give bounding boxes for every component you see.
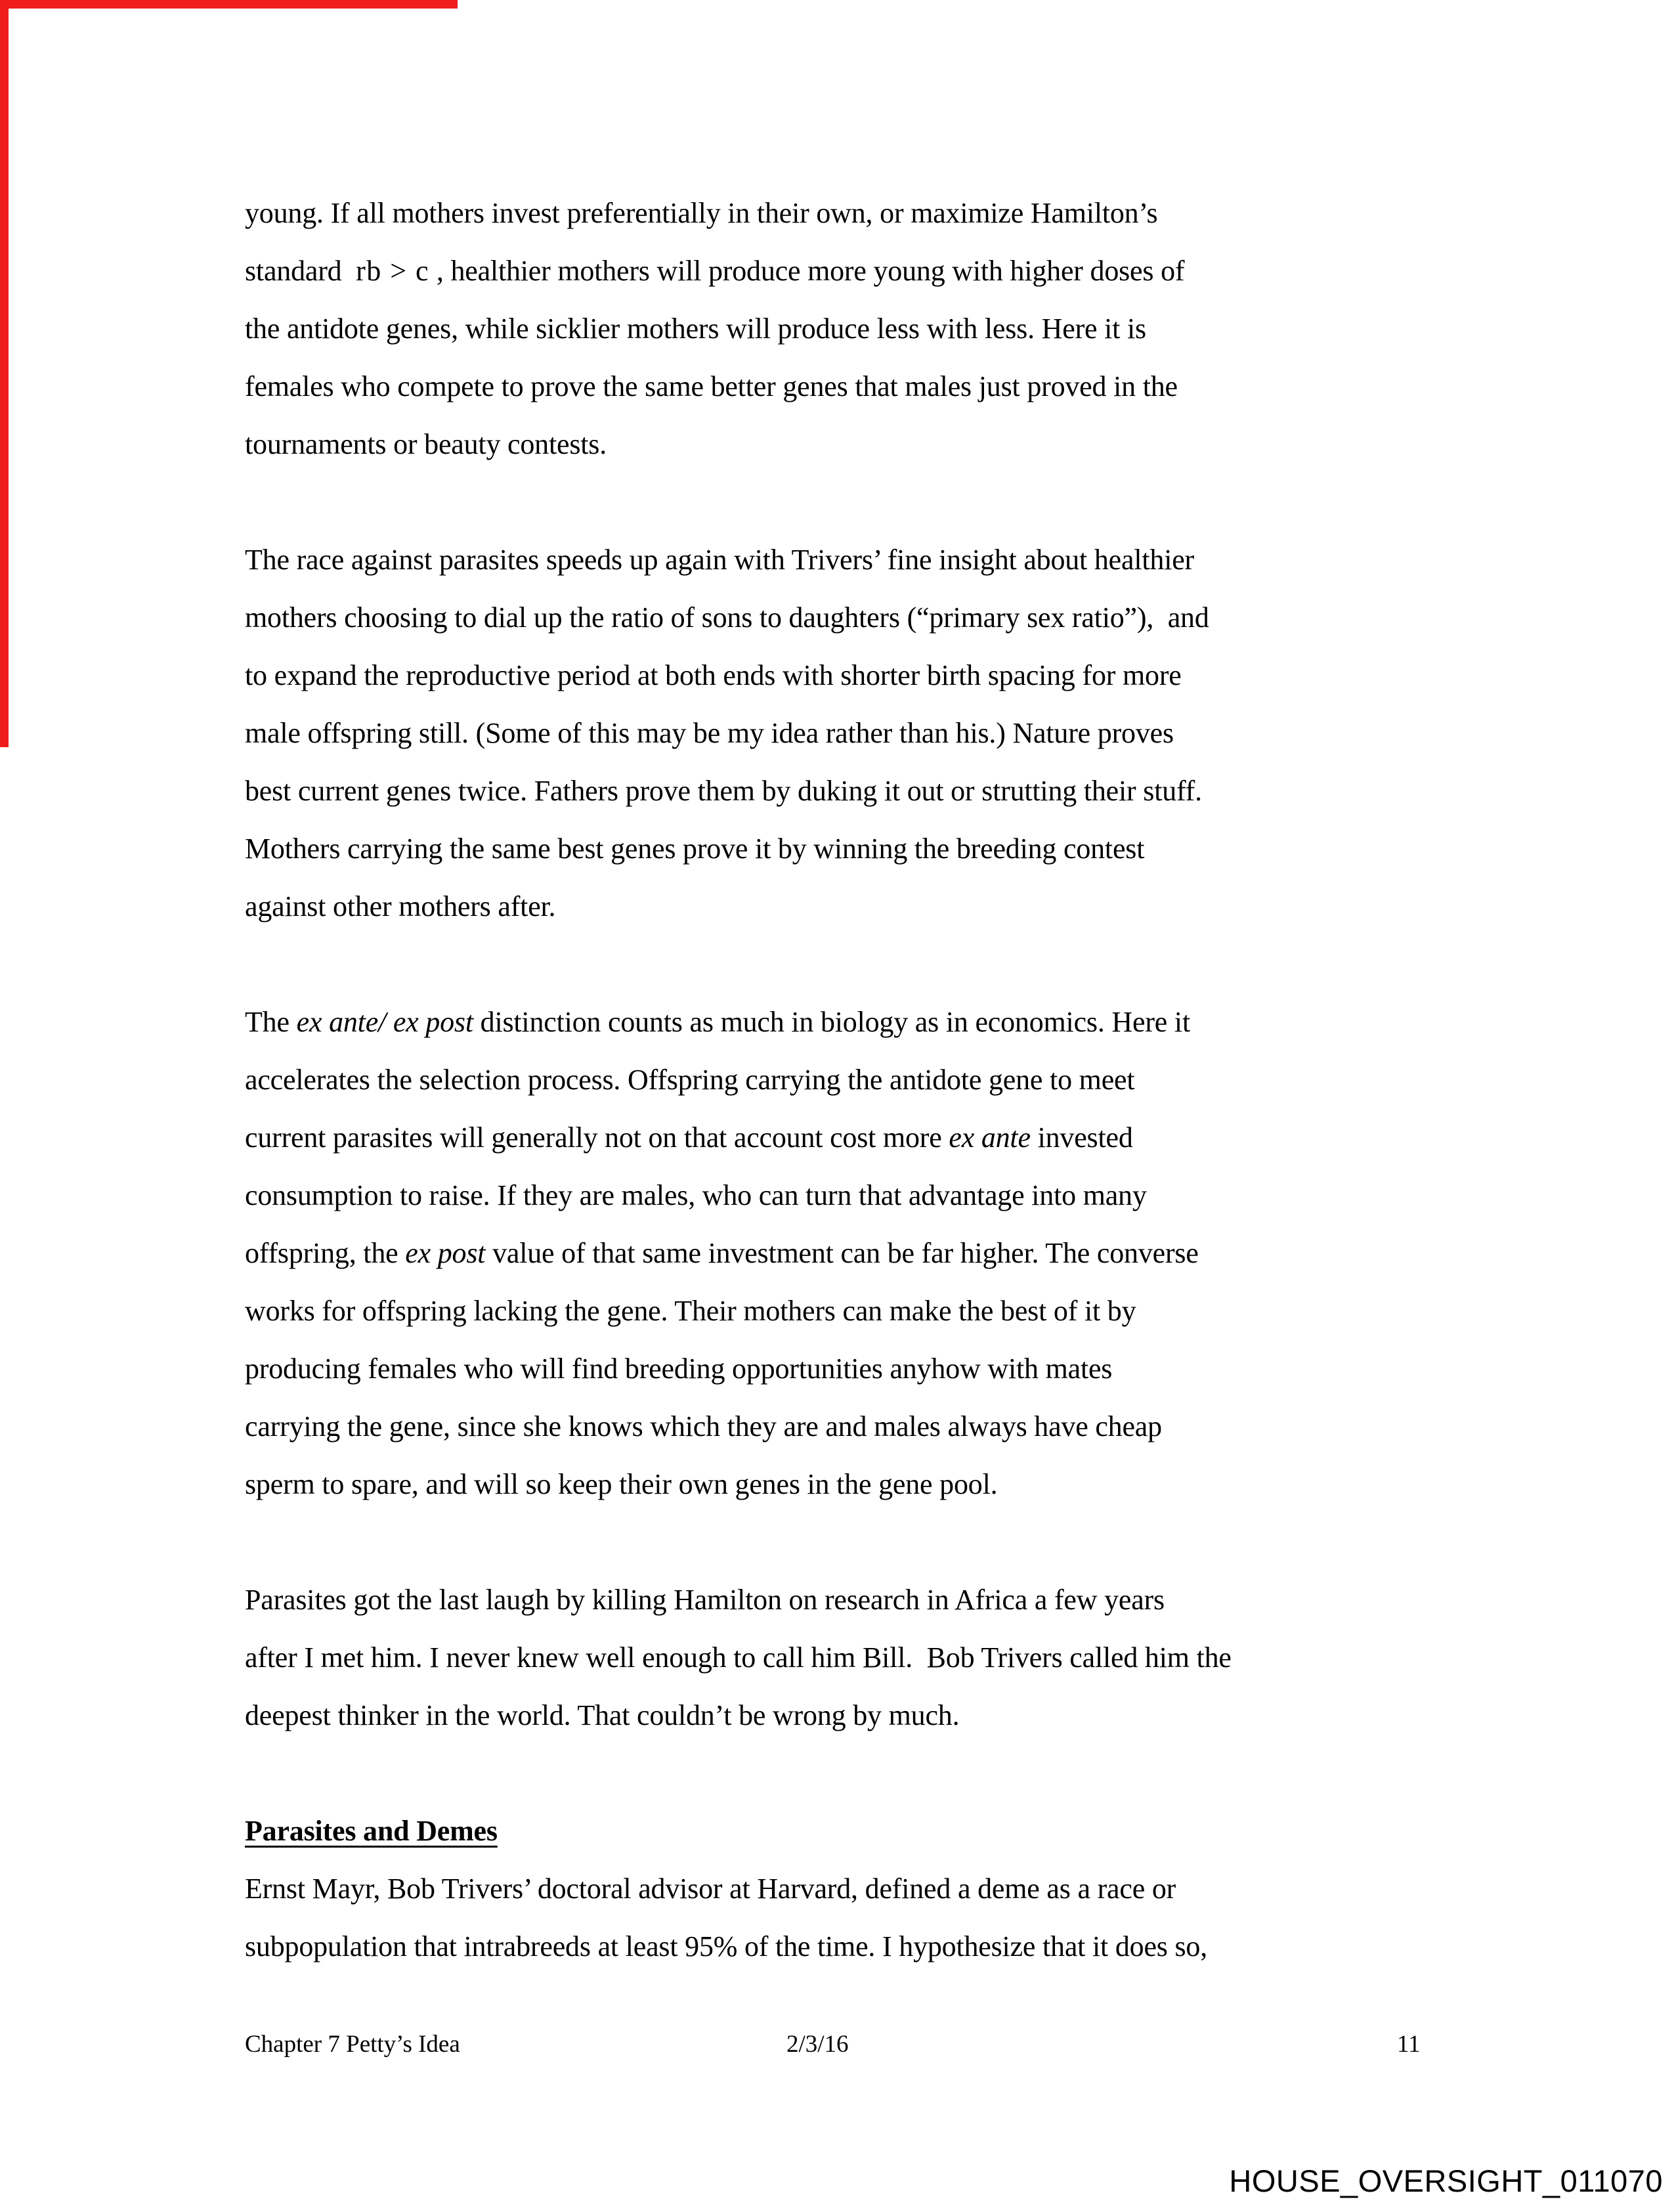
text-line [245,820,1466,878]
text-segment: subpopulation that intrabreeds at least 95% of the time. I hypothesize that it does so, [245,1930,1208,1963]
text-segment: young. If all mothers invest preferentially in their own, or maximize Hamilton’s [245,197,1158,229]
text-segment: standard [245,255,356,287]
text-segment: Parasites and Demes [245,1815,498,1847]
text-segment: carrying the gene, since she knows which they are and males always have cheap [245,1410,1162,1442]
text-line [245,705,1466,762]
text-line [245,1051,1466,1109]
scan-artifact-red-line-left [0,0,9,747]
text-segment: current parasites will generally not on that account cost more [245,1121,949,1154]
section-heading [245,1802,1466,1860]
scan-artifact-red-line-top [0,0,458,9]
text-line [245,1225,1466,1282]
text-line [245,1340,1466,1398]
text-line [245,416,1466,473]
text-line [245,1571,1466,1629]
text-segment: after I met him. I never knew well enough to call him Bill. Bob Trivers called him the [245,1641,1232,1674]
text-line [245,1109,1466,1167]
paragraph [245,184,1466,473]
text-segment: ex post [405,1237,486,1269]
text-segment: , healthier mothers will produce more young with higher doses of [429,255,1185,287]
text-segment: The race against parasites speeds up again with Trivers’ fine insight about healthier [245,544,1195,576]
text-line [245,1918,1466,1976]
text-line [245,1167,1466,1225]
document-body-text [245,184,1466,2033]
text-line [245,762,1466,820]
text-line [245,1860,1466,1918]
text-segment: against other mothers after. [245,890,556,922]
text-segment: tournaments or beauty contests. [245,428,607,460]
text-line [245,242,1466,300]
text-line [245,358,1466,416]
text-segment: sperm to spare, and will so keep their own genes in the gene pool. [245,1468,998,1500]
text-segment: offspring, the [245,1237,406,1269]
text-line [245,184,1466,242]
text-segment: male offspring still. (Some of this may be my idea rather than his.) Nature proves [245,717,1174,749]
text-segment: ex ante/ ex post [296,1006,473,1038]
text-line [245,1282,1466,1340]
text-line [245,300,1466,358]
text-segment: Ernst Mayr, Bob Trivers’ doctoral advisor at Harvard, defined a deme as a race or [245,1873,1176,1905]
text-line [245,1456,1466,1513]
paragraph [245,1571,1466,1745]
text-segment: females who compete to prove the same better genes that males just proved in the [245,370,1178,402]
text-line [245,878,1466,936]
text-line [245,1802,1466,1860]
text-line [245,993,1466,1051]
text-segment: ex ante [949,1121,1031,1154]
text-segment: works for offspring lacking the gene. Their mothers can make the best of it by [245,1295,1136,1327]
text-segment: consumption to raise. If they are males, who can turn that advantage into many [245,1179,1147,1211]
text-segment: producing females who will find breeding opportunities anyhow with mates [245,1353,1113,1385]
text-segment: best current genes twice. Fathers prove them by duking it out or strutting their stuff. [245,775,1202,807]
text-segment: the antidote genes, while sicklier mothers will produce less with less. Here it is [245,313,1146,345]
text-segment: to expand the reproductive period at both ends with shorter birth spacing for more [245,659,1182,691]
paragraph [245,993,1466,1513]
footer-chapter-label: Chapter 7 Petty’s Idea [245,2031,460,2058]
text-segment: value of that same investment can be far higher. The converse [485,1237,1199,1269]
text-line [245,1629,1466,1687]
text-segment: distinction counts as much in biology as in economics. Here it [473,1006,1190,1038]
text-segment: invested [1030,1121,1133,1154]
bates-stamp: HOUSE_OVERSIGHT_011070 [1229,2163,1663,2198]
text-line [245,647,1466,705]
paragraph [245,1860,1466,1976]
text-line [245,1687,1466,1745]
text-segment: mothers choosing to dial up the ratio of sons to daughters (“primary sex ratio”), and [245,601,1209,634]
text-segment: deepest thinker in the world. That couldn’t be wrong by much. [245,1699,960,1731]
footer-date: 2/3/16 [786,2031,849,2058]
footer-page-number: 11 [1397,2031,1421,2058]
text-line [245,1398,1466,1456]
text-segment: rb > c [356,255,430,287]
text-segment: accelerates the selection process. Offspring carrying the antidote gene to meet [245,1064,1135,1096]
paragraph [245,531,1466,936]
text-line [245,531,1466,589]
text-segment: Parasites got the last laugh by killing Hamilton on research in Africa a few years [245,1584,1165,1616]
text-line [245,589,1466,647]
text-segment: Mothers carrying the same best genes prove it by winning the breeding contest [245,833,1145,865]
text-segment: The [245,1006,297,1038]
